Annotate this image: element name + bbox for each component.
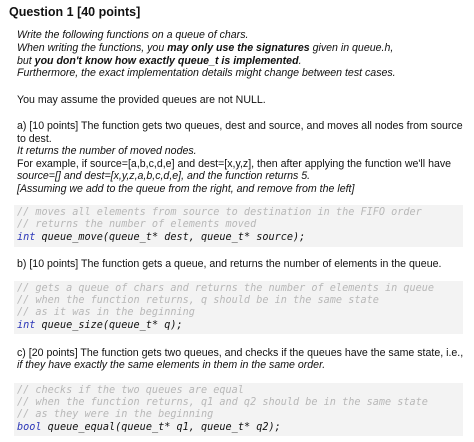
part-a-code-keyword: int: [17, 232, 36, 243]
part-a-line-3: It returns the number of moved nodes.: [17, 145, 197, 157]
intro-line-2-bold: may only use the signatures: [167, 42, 310, 54]
intro-line-2-pre: When writing the functions, you: [17, 42, 168, 54]
part-a-code-function: queue_move(queue_t* dest, queue_t* source);: [35, 232, 306, 243]
part-b-code-comment-2: // when the function returns, q should be in the same state: [17, 295, 379, 306]
intro-line-4: Furthermore, the exact implementation details might change between test cases.: [17, 67, 396, 79]
part-c-line-2: if they have exactly the same elements in them in the same order.: [17, 359, 326, 371]
part-c-code-comment-2: // when the function returns, q1 and q2 should be in the same state: [17, 397, 428, 408]
part-a-line-4: For example, if source=[a,b,c,d,e] and dest=[x,y,z], then after applying the function we'll have: [17, 158, 452, 170]
part-c-code-comment-1: // checks if the two queues are equal: [17, 385, 244, 396]
part-a-line-6: [Assuming we add to the queue from the right, and remove from the left]: [17, 183, 355, 195]
part-b-code-comment-3: // as it was in the beginning: [17, 307, 195, 318]
part-c-code-function: queue_equal(queue_t* q1, queue_t* q2);: [41, 422, 281, 433]
part-b-code-keyword: int: [17, 320, 36, 331]
part-a-code-comment-1: // moves all elements from source to destination in the FIFO order: [17, 207, 422, 218]
intro-line-3-post: .: [298, 55, 302, 67]
part-c-code-signature: [17, 422, 281, 434]
part-a-line-1: a) [10 points] The function gets two queues, dest and source, and moves all nodes from source: [17, 120, 463, 132]
part-c-line-1: c) [20 points] The function gets two queues, and checks if the queues have the same state, i.e.,: [17, 347, 464, 359]
part-a-line-5: source=[] and dest=[x,y,z,a,b,c,d,e], and the function returns 5.: [17, 170, 311, 182]
part-a-line-2: to dest.: [17, 133, 52, 145]
intro-line-2: [17, 42, 393, 55]
part-b-code-comment-1: // gets a queue of chars and returns the number of elements in queue: [17, 283, 435, 294]
part-a-code-signature: [17, 232, 305, 244]
part-c-code-keyword: bool: [17, 422, 42, 433]
part-b-code-signature: [17, 320, 183, 332]
part-c-code-comment-3: // as they were in the beginning: [17, 409, 214, 420]
intro-line-3-bold: you don't know how exactly queue_t is implemented: [34, 55, 299, 67]
part-b-line-1: b) [10 points] The function gets a queue, and returns the number of elements in the queue.: [17, 258, 442, 270]
question-title: Question 1 [40 points]: [9, 5, 141, 19]
part-b-code-function: queue_size(queue_t* q);: [35, 320, 183, 331]
part-a-code-comment-2: // returns the number of elements moved: [17, 219, 257, 230]
intro-line-1: Write the following functions on a queue of chars.: [17, 29, 249, 41]
intro-line-2-post: given in queue.h,: [309, 42, 394, 54]
intro-line-5: You may assume the provided queues are not NULL.: [17, 94, 266, 106]
intro-line-3-pre: but: [17, 55, 35, 67]
